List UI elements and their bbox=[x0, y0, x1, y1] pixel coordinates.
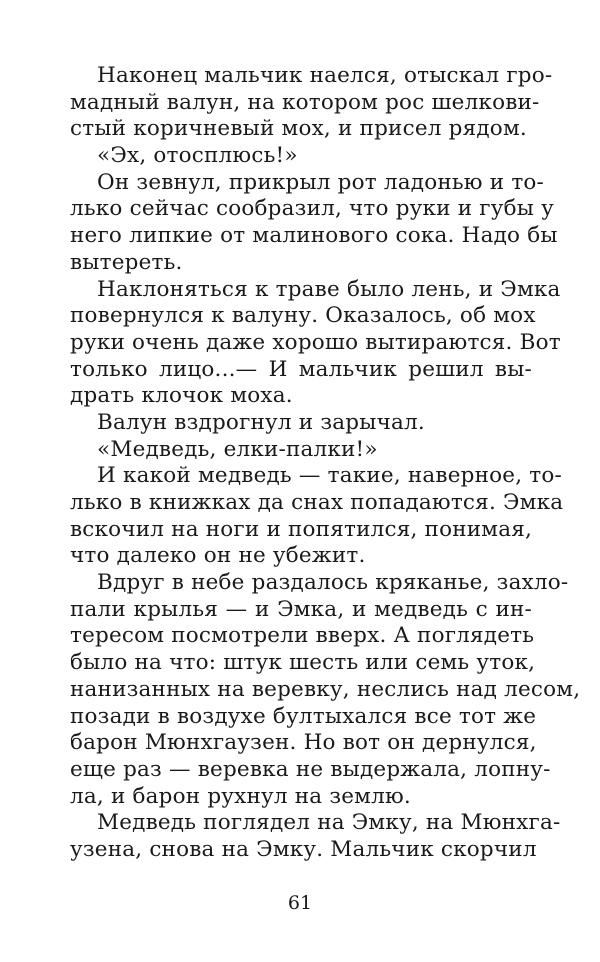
text-line: Он зевнул, прикрыл рот ладонью и то- bbox=[97, 169, 545, 195]
paragraph bbox=[70, 437, 532, 464]
text-line: пали крылья — и Эмка, и медведь с ин- bbox=[70, 596, 532, 622]
text-line: «Медведь, елки-палки!» bbox=[97, 436, 378, 462]
text-line: стый коричневый мох, и присел рядом. bbox=[70, 116, 527, 142]
page-body-text bbox=[70, 63, 581, 864]
text-line: что далеко он не убежит. bbox=[70, 543, 366, 569]
text-line: только лицо...— И мальчик решил вы- bbox=[70, 356, 532, 382]
paragraph bbox=[70, 570, 581, 810]
text-line: узена, снова на Эмку. Мальчик скорчил bbox=[70, 836, 537, 862]
paragraph bbox=[70, 410, 532, 437]
text-line: Медведь поглядел на Эмку, на Мюнхга- bbox=[97, 810, 561, 836]
text-line: Вдруг в небе раздалось кряканье, захло- bbox=[97, 570, 569, 596]
paragraph bbox=[70, 276, 561, 410]
text-line: него липкие от малинового сока. Надо бы bbox=[70, 223, 558, 249]
text-line: барон Мюнхгаузен. Но вот он дернулся, bbox=[70, 730, 537, 756]
text-line: ла, и барон рухнул на землю. bbox=[70, 783, 411, 809]
text-line: Наконец мальчик наелся, отыскал гро- bbox=[97, 63, 553, 88]
text-line: еще раз — веревка не выдержала, лопну- bbox=[70, 756, 551, 782]
paragraph bbox=[70, 463, 564, 570]
text-line: тересом посмотрели вверх. А поглядеть bbox=[70, 623, 535, 649]
text-line: руки очень даже хорошо вытираются. Вот bbox=[70, 329, 561, 355]
text-line: «Эх, отосплюсь!» bbox=[97, 143, 298, 169]
text-line: лько в книжках да снах попадаются. Эмка bbox=[70, 490, 564, 515]
text-line: лько сейчас сообразил, что руки и губы у bbox=[70, 196, 554, 222]
paragraph bbox=[70, 63, 553, 143]
text-line: Валун вздрогнул и зарычал. bbox=[97, 409, 425, 435]
text-line: мадный валун, на котором рос шелкови- bbox=[70, 89, 540, 115]
paragraph bbox=[70, 810, 561, 863]
text-line: повернулся к валуну. Оказалось, об мох bbox=[70, 303, 536, 329]
text-line: нанизанных на веревку, неслись над лесом, bbox=[70, 676, 581, 702]
text-line: Наклоняться к траве было лень, и Эмка bbox=[97, 276, 561, 302]
text-line: было на что: штук шесть или семь уток, bbox=[70, 650, 536, 676]
paragraph bbox=[70, 143, 532, 170]
text-line: драть клочок моха. bbox=[70, 383, 293, 409]
text-line: И какой медведь — такие, наверное, то- bbox=[97, 463, 562, 489]
text-line: вскочил на ноги и попятился, понимая, bbox=[70, 516, 533, 542]
text-line: позади в воздухе бултыхался все тот же bbox=[70, 703, 537, 729]
text-line: вытереть. bbox=[70, 249, 183, 275]
paragraph bbox=[70, 169, 558, 277]
page-number: 61 bbox=[287, 892, 313, 914]
